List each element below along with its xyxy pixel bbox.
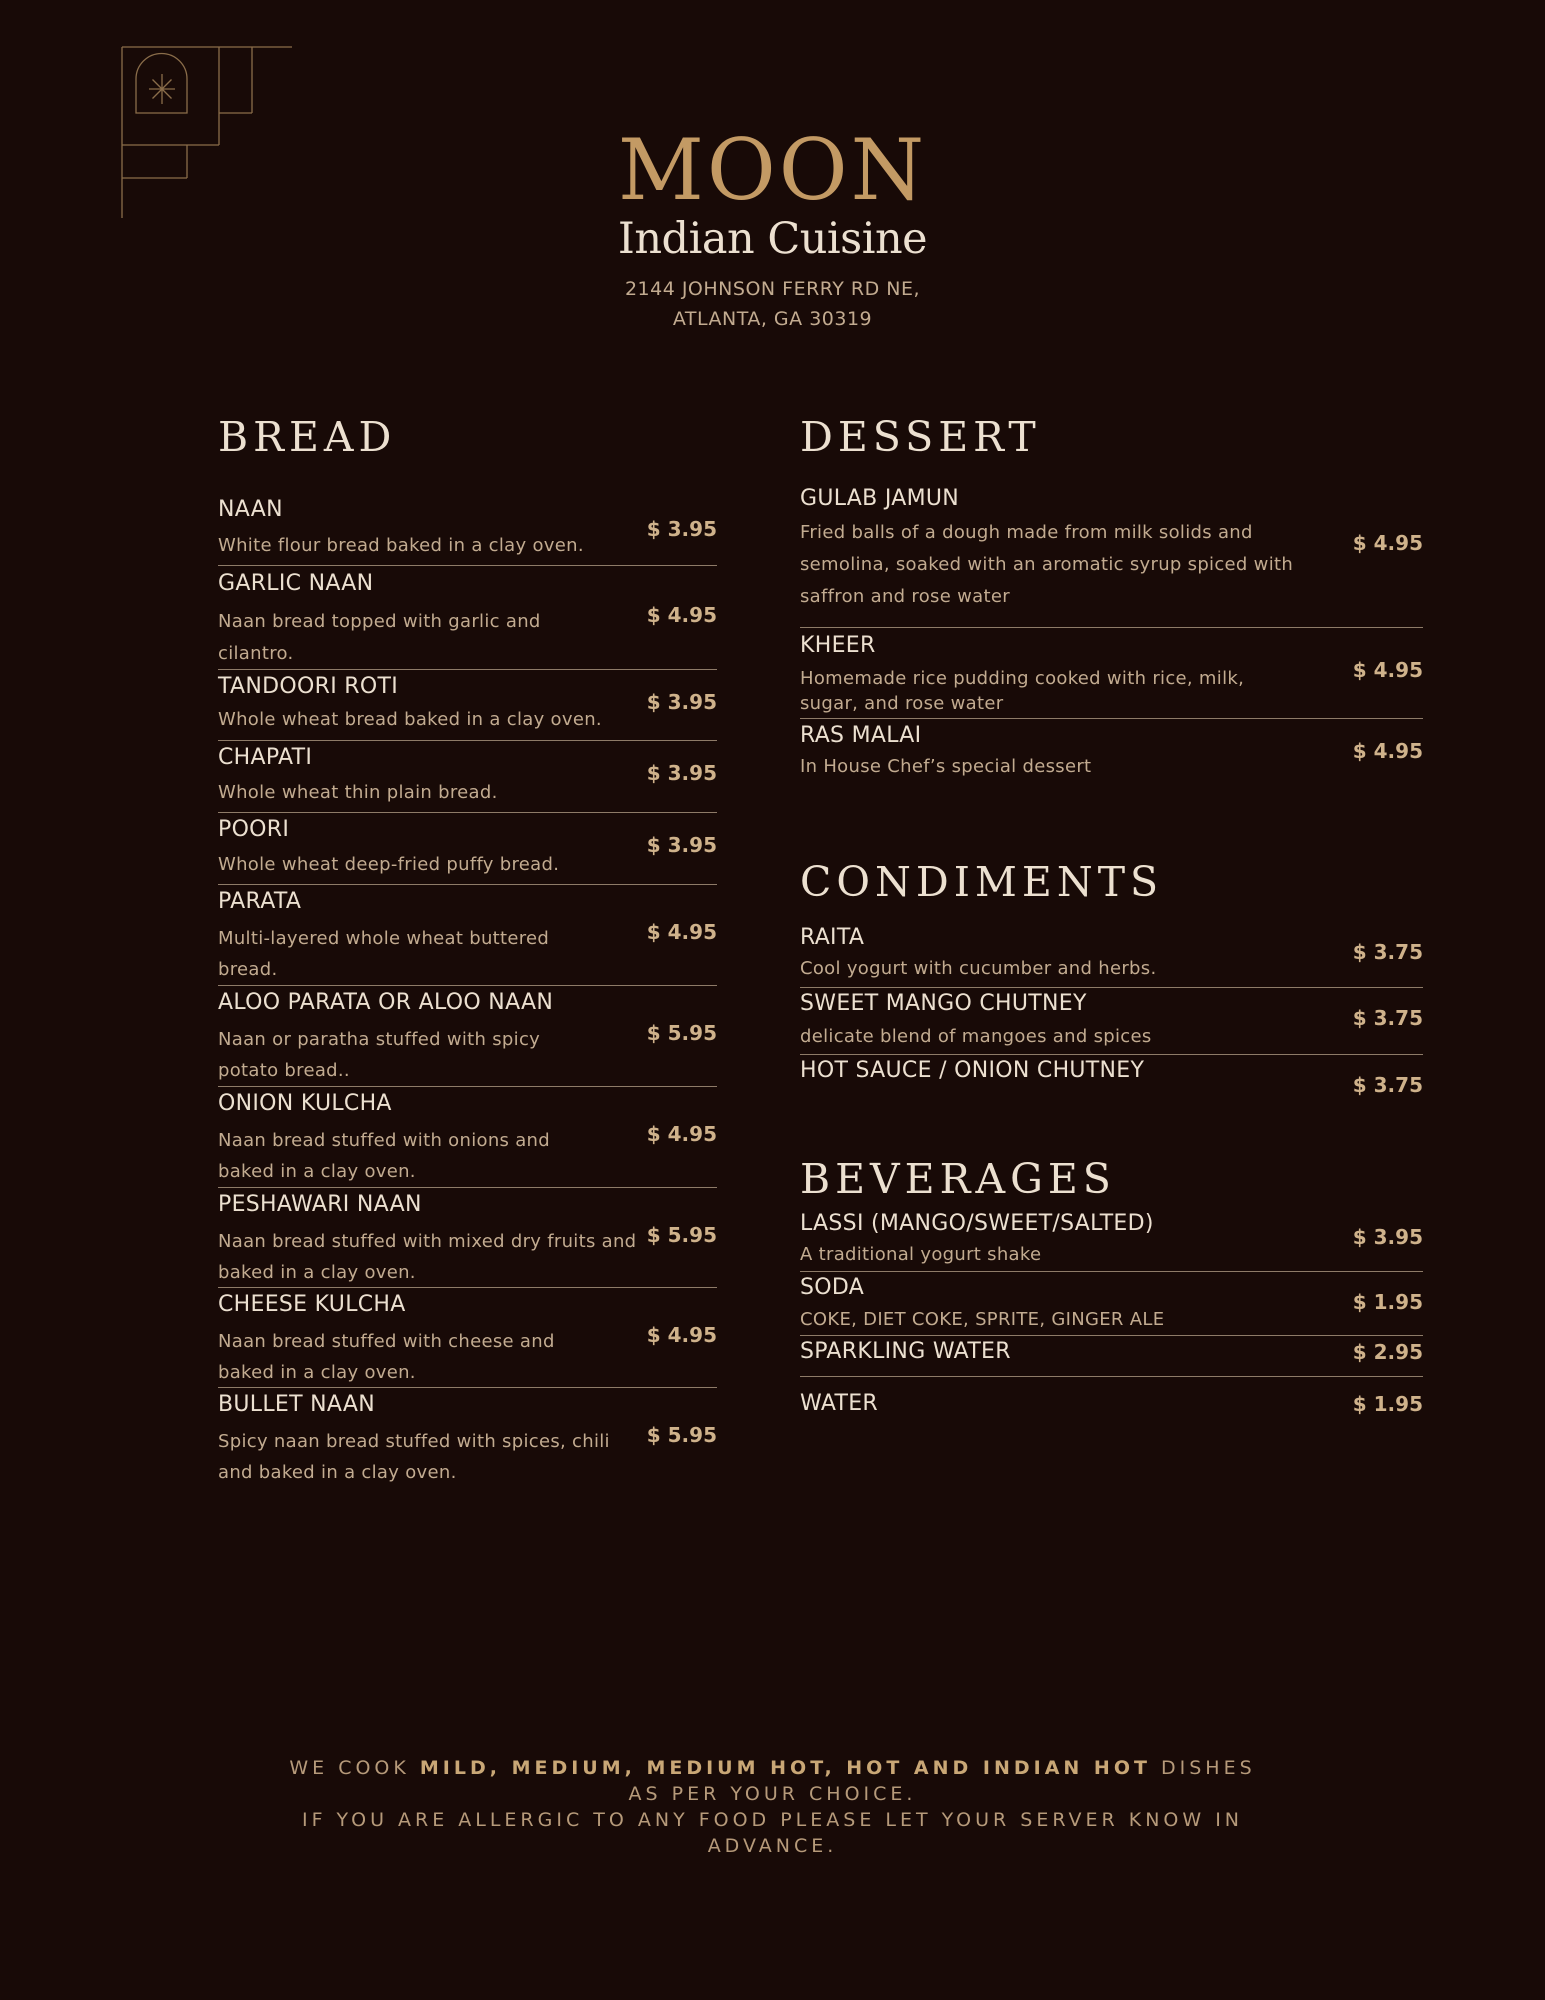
item-description: COKE, DIET COKE, SPRITE, GINGER ALE bbox=[800, 1309, 1165, 1330]
item-price: $ 4.95 bbox=[646, 920, 717, 944]
spice-level-note bbox=[0, 1755, 1545, 1859]
restaurant-header bbox=[0, 121, 1545, 334]
item-price: $ 3.95 bbox=[646, 690, 717, 714]
item-price: $ 4.95 bbox=[1352, 658, 1423, 682]
menu-item bbox=[218, 566, 717, 670]
item-description: Fried balls of a dough made from milk solids and semolina, soaked with an aromatic syrup spiced with saffron and rose water bbox=[800, 522, 1294, 607]
menu-item bbox=[218, 1388, 717, 1488]
item-description: Naan bread topped with garlic and cilantro. bbox=[218, 611, 541, 664]
menu-item bbox=[218, 741, 717, 813]
item-name: NAAN bbox=[218, 497, 283, 522]
menu-item bbox=[218, 1087, 717, 1188]
item-name: SODA bbox=[800, 1275, 865, 1300]
item-price: $ 2.95 bbox=[1352, 1340, 1423, 1364]
item-description: Naan or paratha stuffed with spicy potato bread.. bbox=[218, 1029, 541, 1081]
bread-section-title: BREAD bbox=[218, 413, 397, 461]
item-price: $ 4.95 bbox=[1352, 531, 1423, 555]
menu-item bbox=[218, 493, 717, 566]
address-line-1: 2144 JOHNSON FERRY RD NE, bbox=[624, 278, 921, 300]
item-name: CHAPATI bbox=[218, 745, 313, 770]
item-price: $ 3.75 bbox=[1352, 1006, 1423, 1030]
menu-item bbox=[800, 1377, 1423, 1427]
item-price: $ 1.95 bbox=[1352, 1290, 1423, 1314]
item-name: TANDOORI ROTI bbox=[218, 674, 399, 699]
menu-item bbox=[800, 988, 1423, 1055]
footer-line-3: IF YOU ARE ALLERGIC TO ANY FOOD PLEASE LET YOUR SERVER KNOW IN bbox=[301, 1809, 1244, 1831]
item-description: Homemade rice pudding cooked with rice, milk, sugar, and rose water bbox=[800, 668, 1245, 714]
restaurant-subtitle: Indian Cuisine bbox=[617, 214, 928, 264]
beverages-menu-list bbox=[800, 1209, 1423, 1427]
menu-item bbox=[800, 719, 1423, 789]
item-price: $ 3.75 bbox=[1352, 940, 1423, 964]
item-name: SWEET MANGO CHUTNEY bbox=[800, 991, 1087, 1016]
item-description: Cool yogurt with cucumber and herbs. bbox=[800, 958, 1157, 979]
item-price: $ 3.95 bbox=[1352, 1225, 1423, 1249]
item-description: delicate blend of mangoes and spices bbox=[800, 1026, 1152, 1047]
item-name: GULAB JAMUN bbox=[800, 486, 960, 511]
footer-post-text: DISHES bbox=[1150, 1757, 1256, 1779]
item-description: Naan bread stuffed with mixed dry fruits and baked in a clay oven. bbox=[218, 1231, 637, 1283]
item-price: $ 4.95 bbox=[646, 1122, 717, 1146]
item-price: $ 3.95 bbox=[646, 833, 717, 857]
footer-line-4: ADVANCE. bbox=[707, 1835, 838, 1857]
item-name: ALOO PARATA OR ALOO NAAN bbox=[218, 990, 554, 1015]
menu-item bbox=[800, 1336, 1423, 1377]
item-name: SPARKLING WATER bbox=[800, 1339, 1011, 1364]
condiments-section-title: CONDIMENTS bbox=[800, 858, 1164, 906]
menu-item bbox=[218, 986, 717, 1087]
item-price: $ 5.95 bbox=[646, 1021, 717, 1045]
item-price: $ 3.75 bbox=[1352, 1073, 1423, 1097]
item-name: PESHAWARI NAAN bbox=[218, 1192, 422, 1217]
footer-pre-text: WE COOK bbox=[289, 1757, 420, 1779]
restaurant-address bbox=[0, 274, 1545, 334]
item-description: In House Chef’s special dessert bbox=[800, 756, 1092, 777]
item-name: WATER bbox=[800, 1391, 879, 1416]
item-description: Multi-layered whole wheat buttered bread. bbox=[218, 928, 550, 980]
menu-item bbox=[800, 1209, 1423, 1272]
menu-item bbox=[218, 885, 717, 986]
menu-item bbox=[800, 482, 1423, 628]
menu-item bbox=[218, 1288, 717, 1388]
item-description: White flour bread baked in a clay oven. bbox=[218, 535, 584, 556]
item-name: PARATA bbox=[218, 889, 302, 914]
menu-item bbox=[800, 923, 1423, 988]
item-description: Naan bread stuffed with onions and baked in a clay oven. bbox=[218, 1130, 550, 1182]
item-name: GARLIC NAAN bbox=[218, 571, 374, 596]
item-price: $ 5.95 bbox=[646, 1423, 717, 1447]
item-price: $ 4.95 bbox=[1352, 739, 1423, 763]
condiments-menu-list bbox=[800, 923, 1423, 1125]
item-price: $ 3.95 bbox=[646, 517, 717, 541]
item-price: $ 4.95 bbox=[646, 1323, 717, 1347]
item-description: Spicy naan bread stuffed with spices, chili and baked in a clay oven. bbox=[218, 1431, 610, 1483]
menu-item bbox=[800, 628, 1423, 719]
item-name: KHEER bbox=[800, 633, 876, 658]
item-price: $ 3.95 bbox=[646, 761, 717, 785]
dessert-menu-list bbox=[800, 482, 1423, 789]
item-name: HOT SAUCE / ONION CHUTNEY bbox=[800, 1058, 1145, 1083]
item-price: $ 1.95 bbox=[1352, 1392, 1423, 1416]
item-description: Whole wheat bread baked in a clay oven. bbox=[218, 709, 602, 730]
menu-item bbox=[800, 1055, 1423, 1125]
item-price: $ 4.95 bbox=[646, 603, 717, 627]
item-description: A traditional yogurt shake bbox=[800, 1244, 1042, 1265]
footer-line-2: AS PER YOUR CHOICE. bbox=[628, 1783, 917, 1805]
menu-item bbox=[800, 1272, 1423, 1336]
item-name: CHEESE KULCHA bbox=[218, 1292, 406, 1317]
item-description: Whole wheat deep-fried puffy bread. bbox=[218, 854, 560, 875]
menu-item bbox=[218, 670, 717, 741]
item-name: ONION KULCHA bbox=[218, 1091, 392, 1116]
menu-item bbox=[218, 1188, 717, 1288]
item-description: Whole wheat thin plain bread. bbox=[218, 782, 498, 803]
item-name: POORI bbox=[218, 817, 290, 842]
item-price: $ 5.95 bbox=[646, 1223, 717, 1247]
item-name: BULLET NAAN bbox=[218, 1392, 375, 1417]
item-name: LASSI (MANGO/SWEET/SALTED) bbox=[800, 1211, 1154, 1236]
item-name: RAITA bbox=[800, 925, 865, 950]
beverages-section-title: BEVERAGES bbox=[800, 1155, 1116, 1203]
bread-menu-list bbox=[218, 493, 717, 1488]
footer-spice-levels: MILD, MEDIUM, MEDIUM HOT, HOT AND INDIAN HOT bbox=[419, 1757, 1151, 1779]
dessert-section-title: DESSERT bbox=[800, 413, 1041, 461]
menu-item bbox=[218, 813, 717, 885]
item-name: RAS MALAI bbox=[800, 723, 922, 748]
restaurant-name: MOON bbox=[617, 121, 928, 219]
address-line-2: ATLANTA, GA 30319 bbox=[672, 308, 873, 330]
footer-line-1 bbox=[0, 1755, 1545, 1781]
item-description: Naan bread stuffed with cheese and baked in a clay oven. bbox=[218, 1331, 555, 1383]
